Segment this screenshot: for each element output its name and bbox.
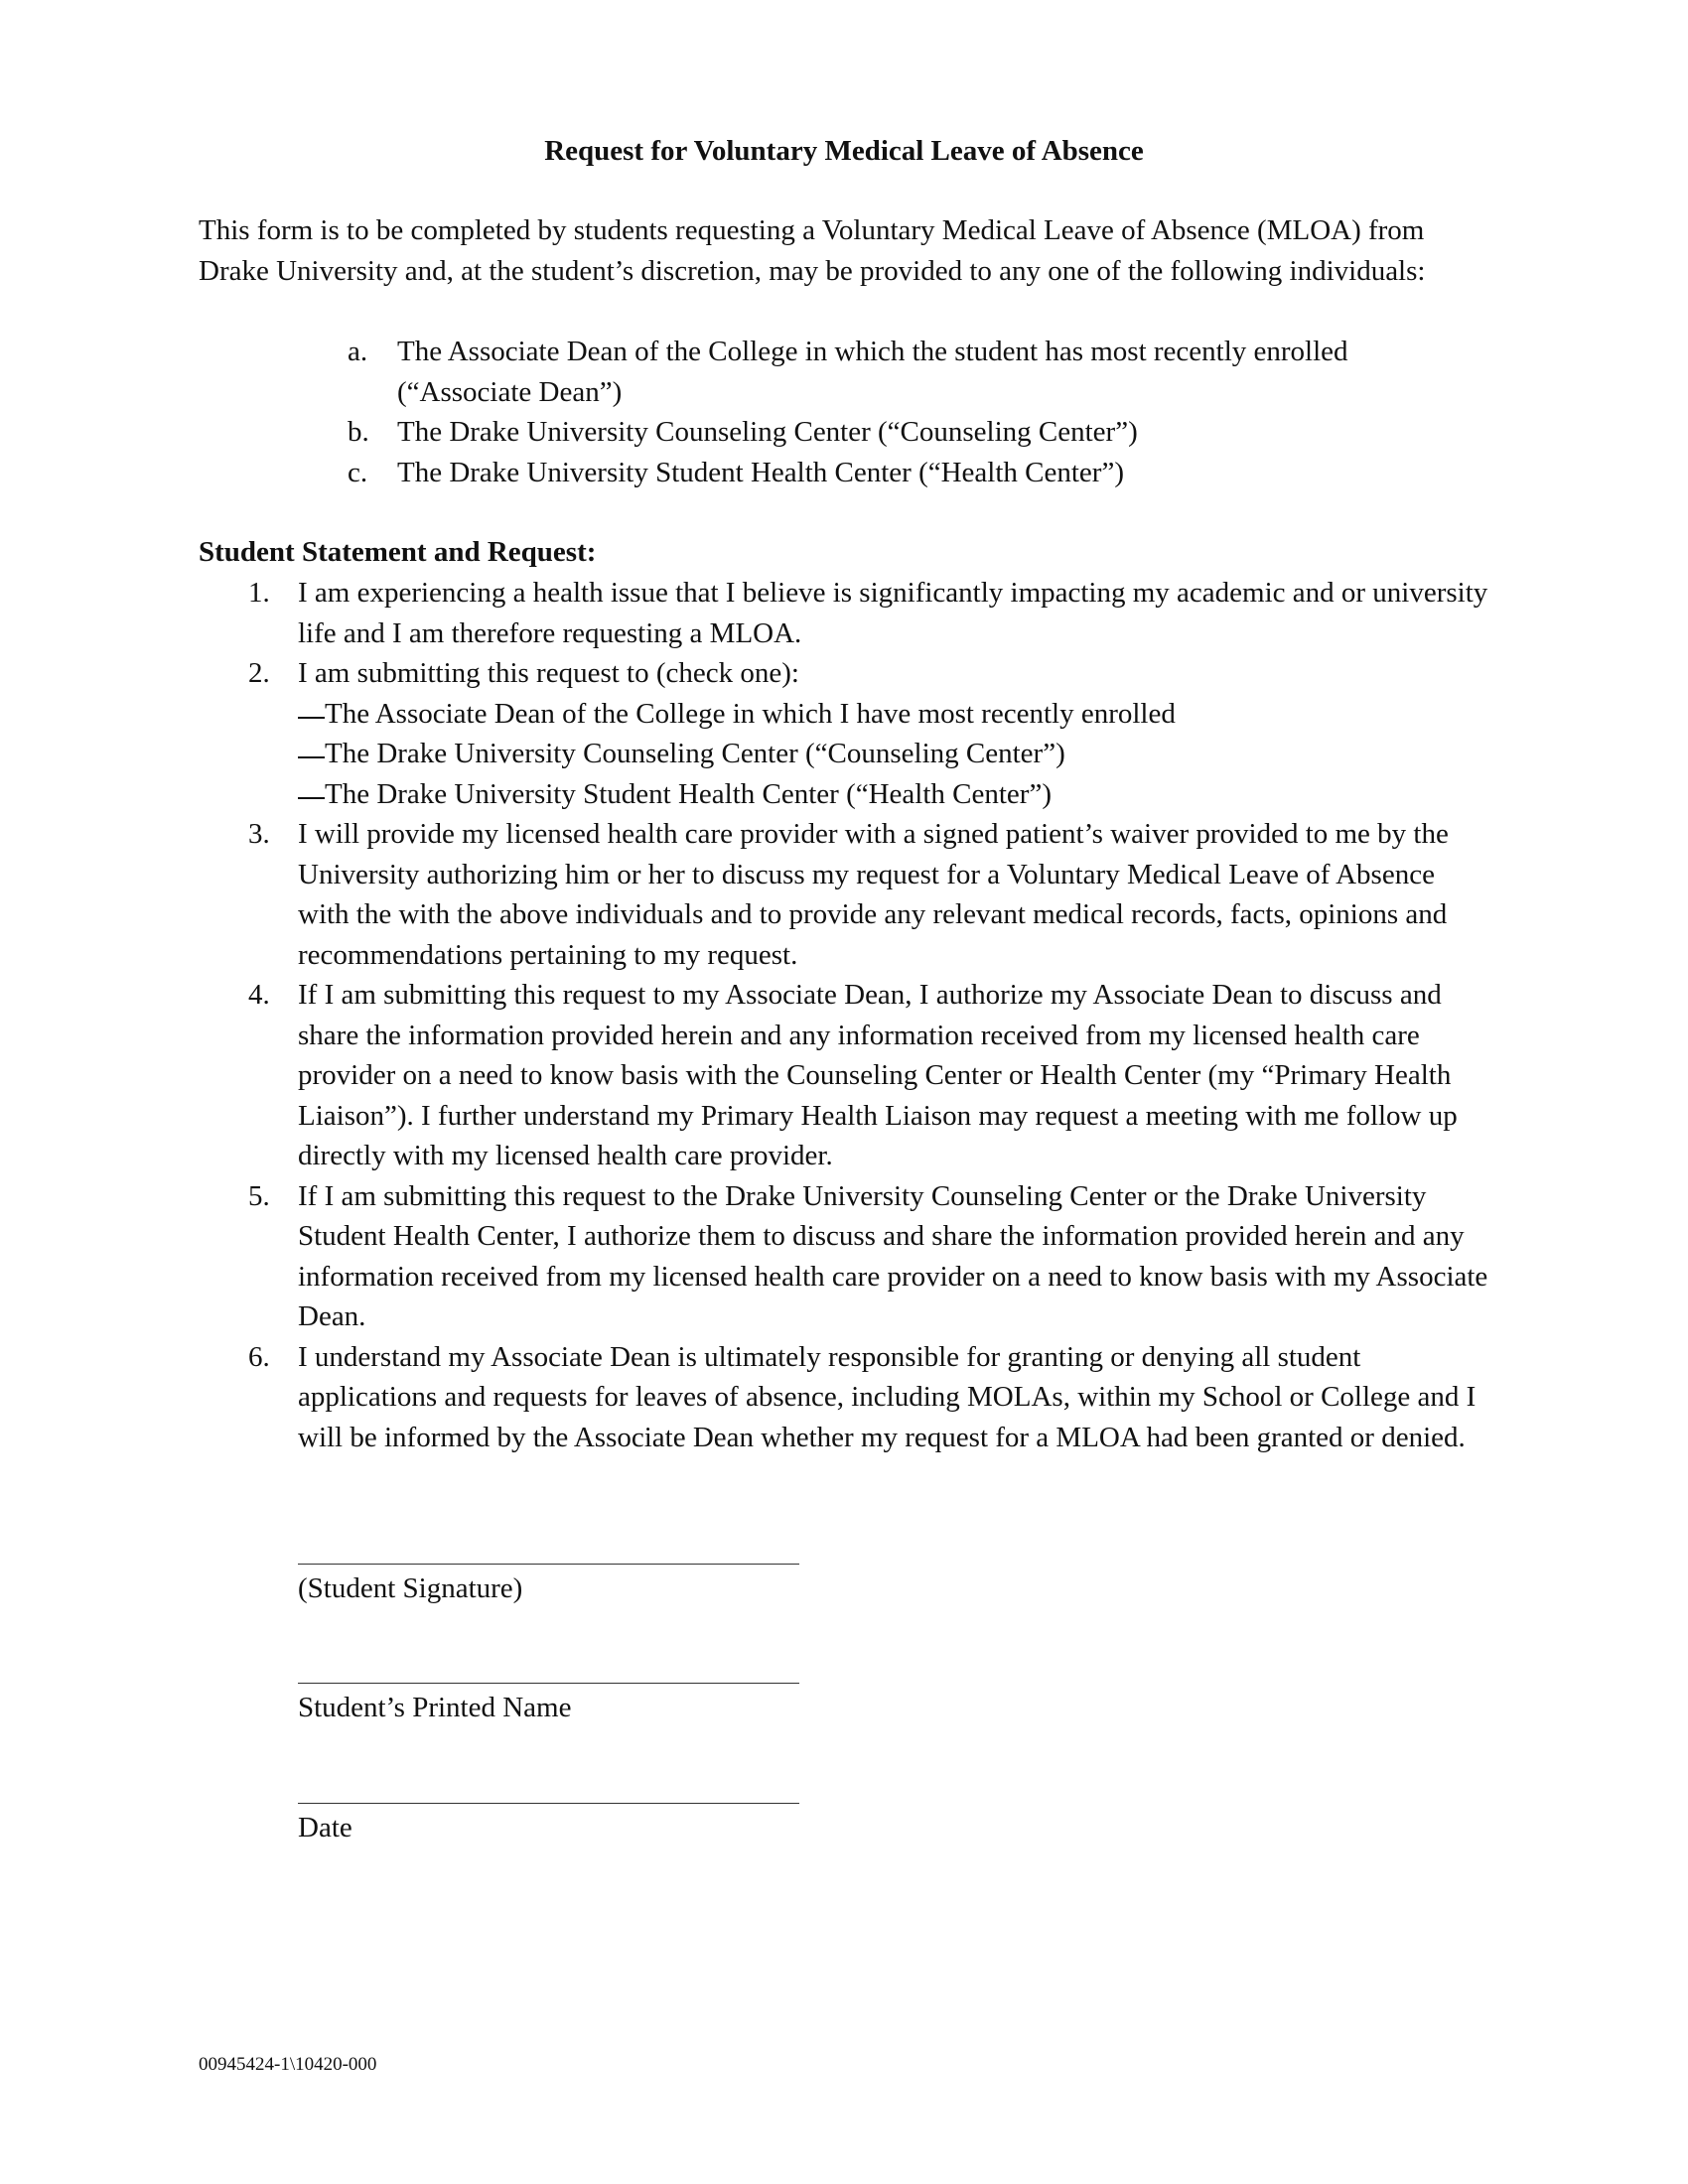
list-marker: 6. (248, 1340, 270, 1373)
document-code: 00945424-1\10420-000 (199, 2054, 377, 2075)
check-option (298, 734, 1489, 774)
date-line[interactable] (298, 1803, 799, 1804)
list-item-text: I am experiencing a health issue that I believe is significantly impacting my academic and or university life and I am therefore requesting a MLOA. (298, 577, 1488, 649)
check-option-label: The Drake University Student Health Center (“Health Center”) (325, 777, 1052, 810)
list-marker: 1. (248, 577, 270, 609)
list-item (248, 573, 1489, 653)
printed-name-field (298, 1683, 799, 1727)
list-item-text: The Drake University Counseling Center (“Counseling Center”) (397, 416, 1138, 448)
list-marker: 3. (248, 818, 270, 850)
list-item-text: I am submitting this request to (check one): (298, 657, 799, 689)
date-label: Date (298, 1812, 352, 1843)
list-marker: c. (348, 456, 368, 488)
list-item-text: I will provide my licensed health care provider with a signed patient’s waiver provided to me by the University authorizing him or her to discuss my request for a Voluntary Medical Leave of Absence with the with the above individuals and to provide any relevant medical records, facts, opinions and recommendations pertaining to my request. (298, 818, 1449, 971)
check-option (298, 774, 1489, 815)
list-marker: a. (348, 336, 368, 367)
section-heading: Student Statement and Request: (199, 536, 597, 568)
list-marker: b. (348, 416, 369, 448)
list-item-text: The Drake University Student Health Center (“Health Center”) (397, 456, 1124, 488)
statement-list (248, 573, 1489, 1457)
document-title: Request for Voluntary Medical Leave of Absence (544, 135, 1144, 167)
printed-name-label: Student’s Printed Name (298, 1692, 572, 1723)
list-item (248, 653, 1489, 814)
list-item-text: I understand my Associate Dean is ultimately responsible for granting or denying all student applications and requests for leaves of absence, including MOLAs, within my School or College and I will be informed by the Associate Dean whether my request for a MLOA had been granted or denied. (298, 1340, 1477, 1453)
list-item (348, 332, 1440, 412)
check-blank[interactable] (298, 717, 325, 719)
list-item-text: If I am submitting this request to the Drake University Counseling Center or the Drake University Student Health Center, I authorize them to discuss and share the information provided herein and any information received from my licensed health care provider on a need to know basis with my Associate Dean. (298, 1179, 1488, 1332)
check-blank[interactable] (298, 756, 325, 758)
signature-field (298, 1564, 799, 1608)
list-item-text: The Associate Dean of the College in which the student has most recently enrolled (“Associate Dean”) (397, 336, 1348, 408)
list-item (248, 814, 1489, 975)
list-marker: 4. (248, 979, 270, 1011)
check-option (298, 694, 1489, 735)
recipient-list (348, 332, 1440, 492)
list-item (248, 1176, 1489, 1337)
list-item (248, 1337, 1489, 1458)
date-field (298, 1803, 799, 1847)
list-item (248, 975, 1489, 1176)
list-item (348, 453, 1440, 493)
check-options-list (248, 694, 1489, 815)
check-option-label: The Associate Dean of the College in which I have most recently enrolled (325, 697, 1176, 730)
signature-line[interactable] (298, 1564, 799, 1565)
list-marker: 5. (248, 1179, 270, 1212)
printed-name-line[interactable] (298, 1683, 799, 1684)
intro-paragraph: This form is to be completed by students requesting a Voluntary Medical Leave of Absence (MLOA) from Drake University and, at the student’s discretion, may be provided to any one of the following individuals: (199, 214, 1426, 287)
check-blank[interactable] (298, 797, 325, 799)
signature-label: (Student Signature) (298, 1572, 523, 1604)
list-item (348, 412, 1440, 453)
list-item-text: If I am submitting this request to my Associate Dean, I authorize my Associate Dean to discuss and share the information provided herein and any information received from my licensed health care provider on a need to know basis with the Counseling Center or Health Center (my “Primary Health Liaison”). I further understand my Primary Health Liaison may request a meeting with me follow up directly with my licensed health care provider. (298, 979, 1458, 1171)
list-marker: 2. (248, 657, 270, 689)
check-option-label: The Drake University Counseling Center (“Counseling Center”) (325, 738, 1065, 769)
